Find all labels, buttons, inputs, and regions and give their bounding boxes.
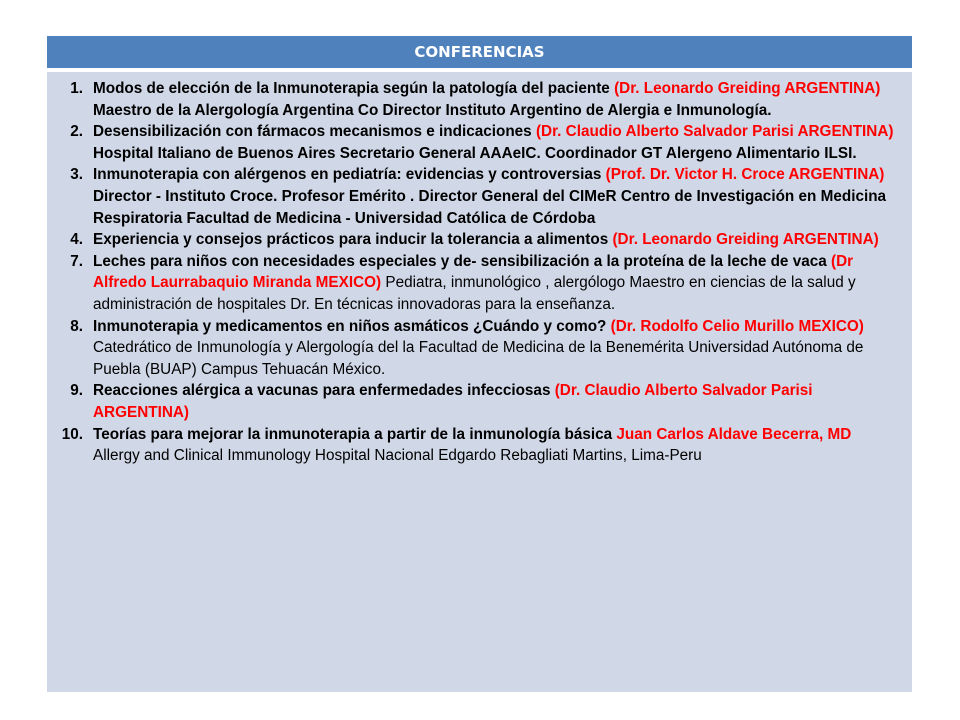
item-topic: Desensibilización con fármacos mecanismos e indicaciones [93, 123, 536, 141]
item-speaker: (Dr Alfredo Laurrabaquio Miranda MEXICO) [93, 252, 854, 292]
item-body [93, 251, 900, 316]
list-item [47, 164, 900, 229]
item-speaker: (Dr. Leonardo Greiding ARGENTINA) [614, 80, 881, 97]
conference-list [47, 72, 912, 467]
item-body [93, 424, 900, 467]
item-number: 1. [70, 80, 83, 97]
item-affiliation-plain: Pediatra, inmunológico , alergólogo Maestro en ciencias de la salud y administración de hospitales Dr. En técnicas innovadoras para la enseñanza. [93, 274, 856, 313]
item-number: 4. [70, 231, 83, 249]
item-body [93, 316, 900, 381]
item-number: 10. [61, 425, 83, 443]
item-number: 8. [70, 317, 83, 335]
item-body [93, 78, 900, 121]
item-speaker: (Dr. Leonardo Greiding ARGENTINA) [612, 231, 879, 249]
list-item [47, 229, 900, 251]
item-body [93, 164, 900, 229]
item-topic: Experiencia y consejos prácticos para inducir la tolerancia a alimentos [93, 231, 613, 249]
item-affiliation: Director - Instituto Croce. Profesor Emérito . Director General del CIMeR Centro de Investigación en Medicina Respiratoria Facultad de Medicina - Universidad Católica de Córdoba [93, 187, 887, 227]
item-speaker: (Dr. Rodolfo Celio Murillo MEXICO) [610, 317, 864, 335]
item-topic: Inmunoterapia y medicamentos en niños asmáticos ¿Cuándo y como? [93, 317, 611, 335]
item-body [93, 380, 900, 423]
item-topic: Reacciones alérgica a vacunas para enfermedades infecciosas [93, 382, 555, 400]
list-item [47, 424, 900, 467]
item-topic: Teorías para mejorar la inmunoterapia a partir de la inmunología básica [93, 425, 617, 443]
list-item [47, 251, 900, 316]
item-affiliation: Hospital Italiano de Buenos Aires Secretario General AAAeIC. Coordinador GT Alergeno Alimentario ILSI. [93, 144, 857, 162]
table-header: CONFERENCIAS [47, 36, 912, 72]
item-affiliation: Maestro de la Alergología Argentina Co Director Instituto Argentino de Alergia e Inmunología. [93, 101, 772, 119]
item-number: 2. [70, 123, 83, 141]
item-number: 9. [70, 382, 83, 400]
item-affiliation-plain: Allergy and Clinical Immunology Hospital Nacional Edgardo Rebagliati Martins, Lima-Peru [93, 447, 702, 465]
item-number: 7. [70, 252, 83, 270]
item-speaker: Juan Carlos Aldave Becerra, MD [616, 425, 852, 443]
list-item [47, 121, 900, 164]
conference-table [47, 36, 912, 692]
item-speaker: (Dr. Claudio Alberto Salvador Parisi ARGENTINA) [535, 123, 894, 141]
list-item [47, 316, 900, 381]
item-topic: Inmunoterapia con alérgenos en pediatría: evidencias y controversias [93, 166, 606, 184]
item-topic: Modos de elección de la Inmunoterapia según la patología del paciente [93, 80, 615, 97]
item-speaker: (Prof. Dr. Victor H. Croce ARGENTINA) [605, 166, 885, 184]
list-item [47, 78, 900, 121]
list-item [47, 380, 900, 423]
item-topic: Leches para niños con necesidades especiales y de- sensibilización a la proteína de la leche de vaca [93, 252, 831, 270]
item-affiliation-plain: Catedrático de Inmunología y Alergología del la Facultad de Medicina de la Benemérita Universidad Autónoma de Puebla (BUAP) Campus Tehuacán México. [93, 339, 864, 378]
item-speaker: (Dr. Claudio Alberto Salvador Parisi ARGENTINA) [93, 382, 813, 421]
item-body [93, 121, 900, 164]
item-number: 3. [70, 166, 83, 184]
item-body [93, 229, 900, 251]
